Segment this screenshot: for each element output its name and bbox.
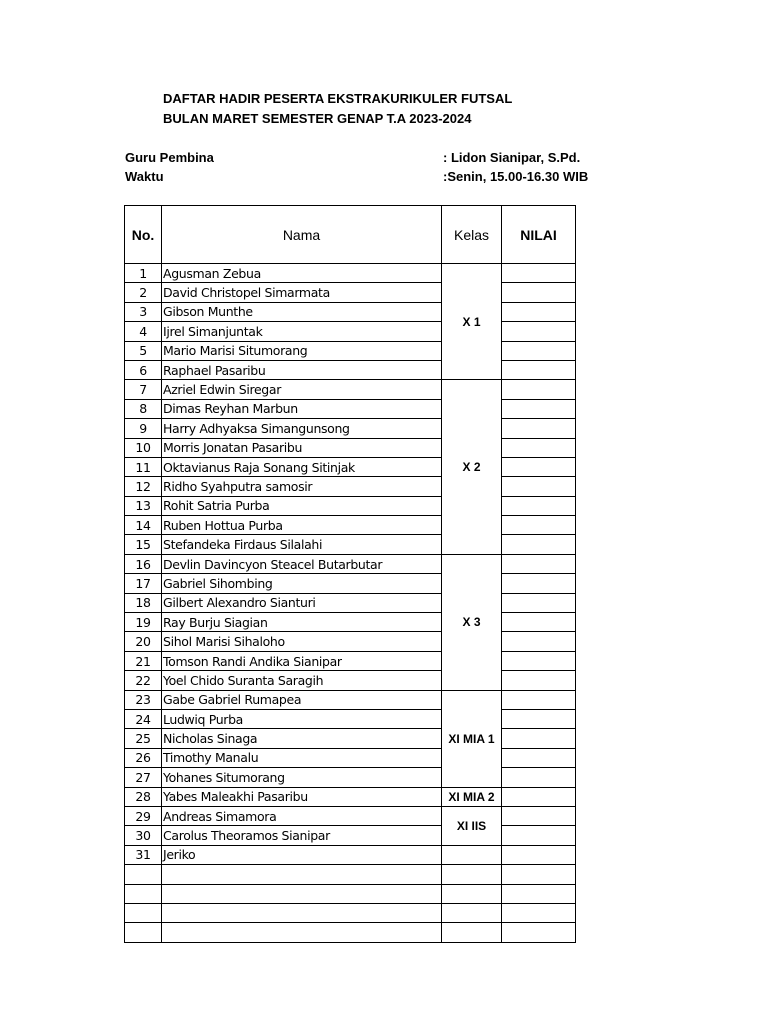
student-name: Ijrel Simanjuntak <box>162 322 442 341</box>
student-name: Azriel Edwin Siregar <box>162 380 442 399</box>
kelas-cell <box>442 845 502 864</box>
row-number: 7 <box>125 380 162 399</box>
table-row <box>125 884 576 903</box>
row-number: 3 <box>125 302 162 321</box>
row-number: 28 <box>125 787 162 806</box>
table-row <box>125 264 576 283</box>
student-name: Raphael Pasaribu <box>162 360 442 379</box>
row-number: 15 <box>125 535 162 554</box>
student-name <box>162 923 442 942</box>
nilai-cell[interactable] <box>502 845 576 864</box>
nilai-cell[interactable] <box>502 613 576 632</box>
nilai-cell[interactable] <box>502 419 576 438</box>
kelas-cell <box>442 884 502 903</box>
table-row <box>125 283 576 302</box>
table-row <box>125 593 576 612</box>
student-name: Gabriel Sihombing <box>162 574 442 593</box>
student-name: David Christopel Simarmata <box>162 283 442 302</box>
row-number: 26 <box>125 748 162 767</box>
nilai-cell[interactable] <box>502 826 576 845</box>
nilai-cell[interactable] <box>502 302 576 321</box>
nilai-cell[interactable] <box>502 322 576 341</box>
row-number: 29 <box>125 806 162 825</box>
student-name: Yabes Maleakhi Pasaribu <box>162 787 442 806</box>
row-number: 22 <box>125 671 162 690</box>
student-name: Carolus Theoramos Sianipar <box>162 826 442 845</box>
row-number: 17 <box>125 574 162 593</box>
table-row <box>125 399 576 418</box>
nilai-cell[interactable] <box>502 283 576 302</box>
table-row <box>125 865 576 884</box>
table-row <box>125 516 576 535</box>
nilai-cell[interactable] <box>502 341 576 360</box>
nilai-cell[interactable] <box>502 806 576 825</box>
table-row <box>125 787 576 806</box>
nilai-cell[interactable] <box>502 496 576 515</box>
pembina-label: Guru Pembina <box>125 150 214 165</box>
table-row <box>125 419 576 438</box>
nilai-cell[interactable] <box>502 264 576 283</box>
kelas-cell: XI MIA 2 <box>442 787 502 806</box>
nilai-cell[interactable] <box>502 690 576 709</box>
student-name: Gibson Munthe <box>162 302 442 321</box>
student-name: Jeriko <box>162 845 442 864</box>
student-name: Mario Marisi Situmorang <box>162 341 442 360</box>
nilai-cell[interactable] <box>502 516 576 535</box>
document-title-line1: DAFTAR HADIR PESERTA EKSTRAKURIKULER FUTSAL <box>163 91 513 106</box>
table-row <box>125 826 576 845</box>
row-number: 9 <box>125 419 162 438</box>
kelas-cell: X 3 <box>442 554 502 690</box>
table-row <box>125 671 576 690</box>
row-number: 19 <box>125 613 162 632</box>
row-number: 12 <box>125 477 162 496</box>
student-name: Nicholas Sinaga <box>162 729 442 748</box>
nilai-cell[interactable] <box>502 380 576 399</box>
kelas-cell: X 1 <box>442 264 502 380</box>
waktu-label: Waktu <box>125 169 164 184</box>
student-name: Ruben Hottua Purba <box>162 516 442 535</box>
table-header-row <box>125 206 576 264</box>
table-row <box>125 438 576 457</box>
row-number: 25 <box>125 729 162 748</box>
table-row <box>125 690 576 709</box>
row-number: 8 <box>125 399 162 418</box>
nilai-cell[interactable] <box>502 884 576 903</box>
student-name: Morris Jonatan Pasaribu <box>162 438 442 457</box>
student-name: Ludwiq Purba <box>162 709 442 728</box>
table-row <box>125 380 576 399</box>
table-row <box>125 806 576 825</box>
nilai-cell[interactable] <box>502 903 576 922</box>
row-number: 6 <box>125 360 162 379</box>
student-name: Harry Adhyaksa Simangunsong <box>162 419 442 438</box>
table-row <box>125 341 576 360</box>
kelas-cell: XI IIS <box>442 806 502 845</box>
row-number: 2 <box>125 283 162 302</box>
nilai-cell[interactable] <box>502 671 576 690</box>
student-name: Stefandeka Firdaus Silalahi <box>162 535 442 554</box>
student-name: Timothy Manalu <box>162 748 442 767</box>
table-row <box>125 554 576 573</box>
student-name: Ridho Syahputra samosir <box>162 477 442 496</box>
waktu-value: :Senin, 15.00-16.30 WIB <box>443 169 589 184</box>
table-row <box>125 923 576 942</box>
student-name: Rohit Satria Purba <box>162 496 442 515</box>
document-title-line2: BULAN MARET SEMESTER GENAP T.A 2023-2024 <box>163 111 472 126</box>
row-number: 21 <box>125 651 162 670</box>
row-number: 4 <box>125 322 162 341</box>
table-row <box>125 535 576 554</box>
row-number: 18 <box>125 593 162 612</box>
student-name: Devlin Davincyon Steacel Butarbutar <box>162 554 442 573</box>
nilai-cell[interactable] <box>502 632 576 651</box>
table-row <box>125 768 576 787</box>
row-number: 5 <box>125 341 162 360</box>
table-row <box>125 457 576 476</box>
row-number: 30 <box>125 826 162 845</box>
student-name: Yohanes Situmorang <box>162 768 442 787</box>
table-body <box>125 264 576 943</box>
header-kelas: Kelas <box>442 206 502 264</box>
row-number <box>125 884 162 903</box>
table-row <box>125 322 576 341</box>
row-number: 11 <box>125 457 162 476</box>
student-name: Gabe Gabriel Rumapea <box>162 690 442 709</box>
kelas-cell: XI MIA 1 <box>442 690 502 787</box>
table-row <box>125 477 576 496</box>
nilai-cell[interactable] <box>502 787 576 806</box>
nilai-cell[interactable] <box>502 399 576 418</box>
kelas-cell <box>442 865 502 884</box>
nilai-cell[interactable] <box>502 865 576 884</box>
header-nama: Nama <box>162 206 442 264</box>
row-number: 1 <box>125 264 162 283</box>
nilai-cell[interactable] <box>502 768 576 787</box>
student-name: Andreas Simamora <box>162 806 442 825</box>
table-row <box>125 651 576 670</box>
table-row <box>125 302 576 321</box>
student-name: Yoel Chido Suranta Saragih <box>162 671 442 690</box>
kelas-cell <box>442 903 502 922</box>
nilai-cell[interactable] <box>502 360 576 379</box>
table-row <box>125 360 576 379</box>
nilai-cell[interactable] <box>502 709 576 728</box>
row-number <box>125 903 162 922</box>
row-number <box>125 923 162 942</box>
attendance-table <box>124 205 576 943</box>
table-row <box>125 496 576 515</box>
nilai-cell[interactable] <box>502 438 576 457</box>
nilai-cell[interactable] <box>502 593 576 612</box>
table-row <box>125 613 576 632</box>
row-number: 20 <box>125 632 162 651</box>
nilai-cell[interactable] <box>502 729 576 748</box>
table-row <box>125 845 576 864</box>
row-number <box>125 865 162 884</box>
nilai-cell[interactable] <box>502 477 576 496</box>
student-name: Agusman Zebua <box>162 264 442 283</box>
table-row <box>125 709 576 728</box>
table-row <box>125 748 576 767</box>
row-number: 27 <box>125 768 162 787</box>
student-name <box>162 903 442 922</box>
row-number: 16 <box>125 554 162 573</box>
student-name: Gilbert Alexandro Sianturi <box>162 593 442 612</box>
student-name <box>162 884 442 903</box>
kelas-cell <box>442 923 502 942</box>
table-row <box>125 729 576 748</box>
nilai-cell[interactable] <box>502 457 576 476</box>
student-name: Tomson Randi Andika Sianipar <box>162 651 442 670</box>
nilai-cell[interactable] <box>502 574 576 593</box>
student-name: Ray Burju Siagian <box>162 613 442 632</box>
kelas-cell: X 2 <box>442 380 502 555</box>
nilai-cell[interactable] <box>502 923 576 942</box>
student-name <box>162 865 442 884</box>
row-number: 14 <box>125 516 162 535</box>
nilai-cell[interactable] <box>502 554 576 573</box>
header-no: No. <box>125 206 162 264</box>
nilai-cell[interactable] <box>502 748 576 767</box>
student-name: Dimas Reyhan Marbun <box>162 399 442 418</box>
row-number: 31 <box>125 845 162 864</box>
pembina-value: : Lidon Sianipar, S.Pd. <box>443 150 581 165</box>
nilai-cell[interactable] <box>502 651 576 670</box>
table-row <box>125 574 576 593</box>
student-name: Oktavianus Raja Sonang Sitinjak <box>162 457 442 476</box>
table-row <box>125 632 576 651</box>
row-number: 13 <box>125 496 162 515</box>
student-name: Sihol Marisi Sihaloho <box>162 632 442 651</box>
row-number: 24 <box>125 709 162 728</box>
table-row <box>125 903 576 922</box>
row-number: 10 <box>125 438 162 457</box>
nilai-cell[interactable] <box>502 535 576 554</box>
header-nilai: NILAI <box>502 206 576 264</box>
row-number: 23 <box>125 690 162 709</box>
